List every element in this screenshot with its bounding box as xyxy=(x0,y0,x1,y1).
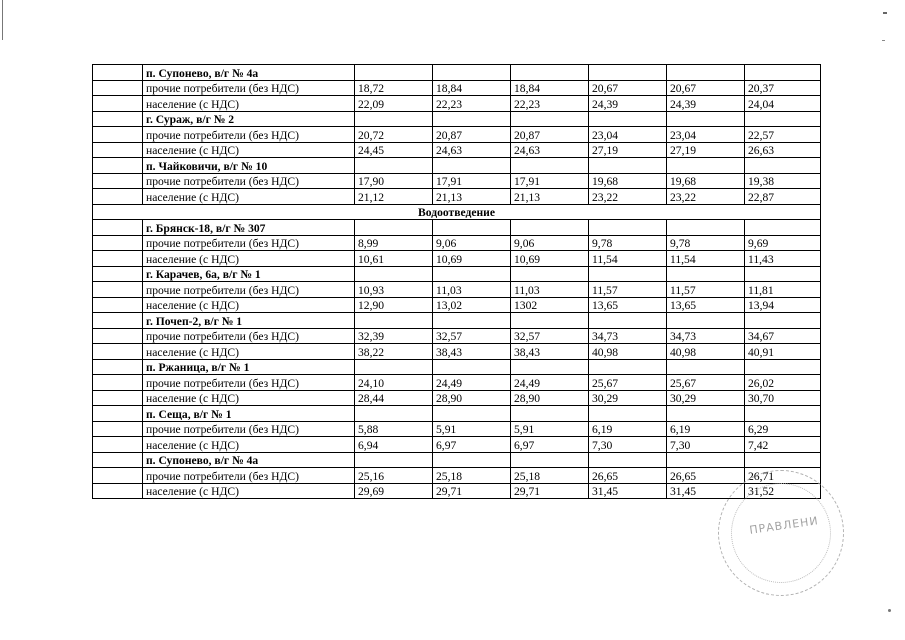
location-name: г. Карачев, 6а, в/г № 1 xyxy=(143,266,355,282)
empty-cell xyxy=(433,406,511,422)
tariff-value: 13,65 xyxy=(667,297,745,313)
consumer-category: прочие потребители (без НДС) xyxy=(143,328,355,344)
tariff-value: 13,02 xyxy=(433,297,511,313)
tariff-row xyxy=(93,189,821,205)
empty-cell xyxy=(511,220,589,236)
tariff-value: 17,91 xyxy=(511,173,589,189)
tariff-value: 6,19 xyxy=(667,421,745,437)
tariff-row xyxy=(93,375,821,391)
tariff-row xyxy=(93,173,821,189)
tariff-value: 20,87 xyxy=(433,127,511,143)
empty-cell xyxy=(93,390,143,406)
tariff-value: 31,45 xyxy=(589,483,667,499)
tariff-value: 9,78 xyxy=(589,235,667,251)
tariff-value: 10,61 xyxy=(355,251,433,267)
tariff-value: 9,69 xyxy=(745,235,821,251)
tariff-value: 21,13 xyxy=(433,189,511,205)
tariff-value: 11,54 xyxy=(589,251,667,267)
empty-cell xyxy=(589,359,667,375)
empty-cell xyxy=(667,359,745,375)
tariff-value: 23,04 xyxy=(589,127,667,143)
tariff-row xyxy=(93,96,821,112)
tariff-value: 9,06 xyxy=(433,235,511,251)
location-name: г. Почеп-2, в/г № 1 xyxy=(143,313,355,329)
tariff-value: 24,49 xyxy=(433,375,511,391)
tariff-row xyxy=(93,235,821,251)
tariff-value: 18,84 xyxy=(433,80,511,96)
tariff-value: 34,73 xyxy=(667,328,745,344)
location-row xyxy=(93,111,821,127)
empty-cell xyxy=(745,359,821,375)
location-row xyxy=(93,406,821,422)
tariff-value: 25,18 xyxy=(511,468,589,484)
empty-cell xyxy=(433,220,511,236)
consumer-category: население (с НДС) xyxy=(143,142,355,158)
tariff-value: 6,29 xyxy=(745,421,821,437)
tariff-value: 30,70 xyxy=(745,390,821,406)
empty-cell xyxy=(745,266,821,282)
empty-cell xyxy=(93,266,143,282)
empty-cell xyxy=(93,313,143,329)
empty-cell xyxy=(355,111,433,127)
empty-cell xyxy=(433,313,511,329)
empty-cell xyxy=(355,452,433,468)
consumer-category: население (с НДС) xyxy=(143,344,355,360)
empty-cell xyxy=(93,328,143,344)
empty-cell xyxy=(511,406,589,422)
tariff-value: 29,71 xyxy=(433,483,511,499)
tariff-value: 29,69 xyxy=(355,483,433,499)
empty-cell xyxy=(93,375,143,391)
tariff-value: 24,63 xyxy=(511,142,589,158)
tariff-value: 32,57 xyxy=(433,328,511,344)
tariff-row xyxy=(93,344,821,360)
tariff-value: 34,73 xyxy=(589,328,667,344)
consumer-category: прочие потребители (без НДС) xyxy=(143,127,355,143)
empty-cell xyxy=(355,158,433,174)
tariff-value: 7,30 xyxy=(667,437,745,453)
empty-cell xyxy=(93,251,143,267)
empty-cell xyxy=(745,406,821,422)
empty-cell xyxy=(589,65,667,81)
tariff-value: 34,67 xyxy=(745,328,821,344)
tariff-value: 11,03 xyxy=(433,282,511,298)
tariff-value: 20,67 xyxy=(667,80,745,96)
tariff-value: 26,65 xyxy=(589,468,667,484)
tariff-value: 19,68 xyxy=(667,173,745,189)
empty-cell xyxy=(745,452,821,468)
tariff-value: 30,29 xyxy=(667,390,745,406)
tariff-value: 9,78 xyxy=(667,235,745,251)
empty-cell xyxy=(667,220,745,236)
tariff-value: 24,63 xyxy=(433,142,511,158)
empty-cell xyxy=(589,406,667,422)
empty-cell xyxy=(93,452,143,468)
tariff-value: 11,57 xyxy=(667,282,745,298)
consumer-category: прочие потребители (без НДС) xyxy=(143,282,355,298)
tariff-value: 6,97 xyxy=(511,437,589,453)
tariff-value: 19,38 xyxy=(745,173,821,189)
empty-cell xyxy=(667,313,745,329)
location-row xyxy=(93,313,821,329)
empty-cell xyxy=(511,158,589,174)
location-row xyxy=(93,359,821,375)
tariff-value: 40,98 xyxy=(589,344,667,360)
consumer-category: население (с НДС) xyxy=(143,189,355,205)
location-row xyxy=(93,452,821,468)
tariff-value: 20,67 xyxy=(589,80,667,96)
tariff-value: 28,90 xyxy=(511,390,589,406)
tariff-value: 6,94 xyxy=(355,437,433,453)
empty-cell xyxy=(433,359,511,375)
tariff-row xyxy=(93,421,821,437)
tariff-value: 9,06 xyxy=(511,235,589,251)
location-name: п. Сеща, в/г № 1 xyxy=(143,406,355,422)
tariff-value: 11,43 xyxy=(745,251,821,267)
tariff-value: 32,39 xyxy=(355,328,433,344)
tariff-value: 20,37 xyxy=(745,80,821,96)
empty-cell xyxy=(355,406,433,422)
empty-cell xyxy=(589,111,667,127)
tariff-value: 26,63 xyxy=(745,142,821,158)
empty-cell xyxy=(433,65,511,81)
location-name: п. Супонево, в/г № 4а xyxy=(143,452,355,468)
location-row xyxy=(93,65,821,81)
empty-cell xyxy=(93,65,143,81)
location-row xyxy=(93,220,821,236)
empty-cell xyxy=(93,173,143,189)
empty-cell xyxy=(93,468,143,484)
tariff-value: 27,19 xyxy=(667,142,745,158)
scan-mark xyxy=(888,609,891,612)
tariff-value: 24,49 xyxy=(511,375,589,391)
empty-cell xyxy=(93,421,143,437)
consumer-category: население (с НДС) xyxy=(143,390,355,406)
tariff-value: 5,91 xyxy=(433,421,511,437)
tariff-value: 21,12 xyxy=(355,189,433,205)
tariff-row xyxy=(93,328,821,344)
tariff-value: 25,67 xyxy=(667,375,745,391)
empty-cell xyxy=(745,111,821,127)
empty-cell xyxy=(93,359,143,375)
empty-cell xyxy=(93,111,143,127)
empty-cell xyxy=(667,406,745,422)
tariff-value: 5,91 xyxy=(511,421,589,437)
stamp-text: ПРАВЛЕНИ xyxy=(748,514,820,537)
consumer-category: прочие потребители (без НДС) xyxy=(143,421,355,437)
empty-cell xyxy=(93,189,143,205)
tariff-value: 25,67 xyxy=(589,375,667,391)
tariff-value: 6,97 xyxy=(433,437,511,453)
location-row xyxy=(93,266,821,282)
empty-cell xyxy=(93,96,143,112)
scan-mark xyxy=(882,40,885,41)
tariff-value: 23,22 xyxy=(667,189,745,205)
empty-cell xyxy=(589,313,667,329)
tariff-value: 20,87 xyxy=(511,127,589,143)
empty-cell xyxy=(667,266,745,282)
tariff-value: 10,93 xyxy=(355,282,433,298)
tariff-value: 11,03 xyxy=(511,282,589,298)
tariff-value: 13,65 xyxy=(589,297,667,313)
tariff-value: 30,29 xyxy=(589,390,667,406)
empty-cell xyxy=(511,65,589,81)
empty-cell xyxy=(745,313,821,329)
empty-cell xyxy=(93,344,143,360)
tariff-value: 38,43 xyxy=(511,344,589,360)
empty-cell xyxy=(93,235,143,251)
empty-cell xyxy=(355,313,433,329)
tariff-value: 18,72 xyxy=(355,80,433,96)
empty-cell xyxy=(93,142,143,158)
tariff-value: 20,72 xyxy=(355,127,433,143)
empty-cell xyxy=(511,359,589,375)
tariff-row xyxy=(93,297,821,313)
tariff-value: 23,04 xyxy=(667,127,745,143)
empty-cell xyxy=(433,158,511,174)
empty-cell xyxy=(93,158,143,174)
empty-cell xyxy=(355,220,433,236)
tariff-value: 19,68 xyxy=(589,173,667,189)
tariff-value: 31,52 xyxy=(745,483,821,499)
tariff-value: 7,42 xyxy=(745,437,821,453)
empty-cell xyxy=(667,158,745,174)
tariff-value: 8,99 xyxy=(355,235,433,251)
tariff-value: 40,91 xyxy=(745,344,821,360)
tariff-value: 17,91 xyxy=(433,173,511,189)
empty-cell xyxy=(93,406,143,422)
empty-cell xyxy=(511,313,589,329)
tariff-value: 40,98 xyxy=(667,344,745,360)
tariff-row xyxy=(93,468,821,484)
location-name: п. Супонево, в/г № 4а xyxy=(143,65,355,81)
tariff-row xyxy=(93,483,821,499)
tariff-value: 11,57 xyxy=(589,282,667,298)
tariff-value: 24,10 xyxy=(355,375,433,391)
location-name: г. Брянск-18, в/г № 307 xyxy=(143,220,355,236)
tariff-value: 22,87 xyxy=(745,189,821,205)
tariff-value: 22,23 xyxy=(433,96,511,112)
consumer-category: население (с НДС) xyxy=(143,251,355,267)
tariff-value: 38,22 xyxy=(355,344,433,360)
empty-cell xyxy=(93,282,143,298)
tariff-value: 26,65 xyxy=(667,468,745,484)
consumer-category: прочие потребители (без НДС) xyxy=(143,375,355,391)
tariff-table xyxy=(92,64,821,499)
official-stamp xyxy=(718,470,844,596)
tariff-value: 26,02 xyxy=(745,375,821,391)
consumer-category: население (с НДС) xyxy=(143,96,355,112)
empty-cell xyxy=(511,452,589,468)
empty-cell xyxy=(589,266,667,282)
tariff-value: 10,69 xyxy=(511,251,589,267)
tariff-value: 24,39 xyxy=(667,96,745,112)
empty-cell xyxy=(589,452,667,468)
consumer-category: население (с НДС) xyxy=(143,297,355,313)
empty-cell xyxy=(433,111,511,127)
empty-cell xyxy=(355,266,433,282)
consumer-category: население (с НДС) xyxy=(143,437,355,453)
tariff-row xyxy=(93,437,821,453)
tariff-row xyxy=(93,390,821,406)
empty-cell xyxy=(511,266,589,282)
empty-cell xyxy=(745,65,821,81)
tariff-value: 7,30 xyxy=(589,437,667,453)
tariff-value: 23,22 xyxy=(589,189,667,205)
tariff-value: 10,69 xyxy=(433,251,511,267)
tariff-table-body xyxy=(93,65,821,499)
tariff-value: 13,94 xyxy=(745,297,821,313)
empty-cell xyxy=(93,437,143,453)
tariff-value: 11,54 xyxy=(667,251,745,267)
empty-cell xyxy=(433,266,511,282)
location-name: п. Ржаница, в/г № 1 xyxy=(143,359,355,375)
tariff-row xyxy=(93,251,821,267)
empty-cell xyxy=(355,359,433,375)
tariff-row xyxy=(93,127,821,143)
empty-cell xyxy=(745,158,821,174)
tariff-value: 22,23 xyxy=(511,96,589,112)
tariff-value: 32,57 xyxy=(511,328,589,344)
section-row xyxy=(93,204,821,220)
empty-cell xyxy=(93,297,143,313)
tariff-row xyxy=(93,80,821,96)
scan-mark xyxy=(883,12,887,14)
empty-cell xyxy=(93,220,143,236)
consumer-category: прочие потребители (без НДС) xyxy=(143,173,355,189)
tariff-value: 31,45 xyxy=(667,483,745,499)
tariff-value: 25,16 xyxy=(355,468,433,484)
tariff-value: 22,57 xyxy=(745,127,821,143)
empty-cell xyxy=(589,158,667,174)
tariff-row xyxy=(93,142,821,158)
location-name: п. Чайковичи, в/г № 10 xyxy=(143,158,355,174)
tariff-value: 28,44 xyxy=(355,390,433,406)
tariff-value: 5,88 xyxy=(355,421,433,437)
empty-cell xyxy=(93,80,143,96)
location-name: г. Сураж, в/г № 2 xyxy=(143,111,355,127)
empty-cell xyxy=(355,65,433,81)
empty-cell xyxy=(589,220,667,236)
empty-cell xyxy=(745,220,821,236)
empty-cell xyxy=(93,127,143,143)
empty-cell xyxy=(667,111,745,127)
tariff-value: 24,45 xyxy=(355,142,433,158)
tariff-value: 17,90 xyxy=(355,173,433,189)
tariff-value: 22,09 xyxy=(355,96,433,112)
tariff-value: 29,71 xyxy=(511,483,589,499)
location-row xyxy=(93,158,821,174)
consumer-category: население (с НДС) xyxy=(143,483,355,499)
page-edge-line xyxy=(2,0,3,40)
empty-cell xyxy=(511,111,589,127)
tariff-value: 38,43 xyxy=(433,344,511,360)
tariff-value: 18,84 xyxy=(511,80,589,96)
tariff-value: 24,39 xyxy=(589,96,667,112)
tariff-value: 1302 xyxy=(511,297,589,313)
tariff-value: 26,71 xyxy=(745,468,821,484)
tariff-value: 21,13 xyxy=(511,189,589,205)
consumer-category: прочие потребители (без НДС) xyxy=(143,468,355,484)
empty-cell xyxy=(433,452,511,468)
empty-cell xyxy=(667,452,745,468)
tariff-value: 6,19 xyxy=(589,421,667,437)
section-title: Водоотведение xyxy=(93,204,821,220)
empty-cell xyxy=(93,483,143,499)
empty-cell xyxy=(667,65,745,81)
tariff-value: 28,90 xyxy=(433,390,511,406)
consumer-category: прочие потребители (без НДС) xyxy=(143,235,355,251)
tariff-value: 11,81 xyxy=(745,282,821,298)
tariff-row xyxy=(93,282,821,298)
consumer-category: прочие потребители (без НДС) xyxy=(143,80,355,96)
tariff-value: 27,19 xyxy=(589,142,667,158)
tariff-value: 12,90 xyxy=(355,297,433,313)
tariff-value: 25,18 xyxy=(433,468,511,484)
tariff-value: 24,04 xyxy=(745,96,821,112)
